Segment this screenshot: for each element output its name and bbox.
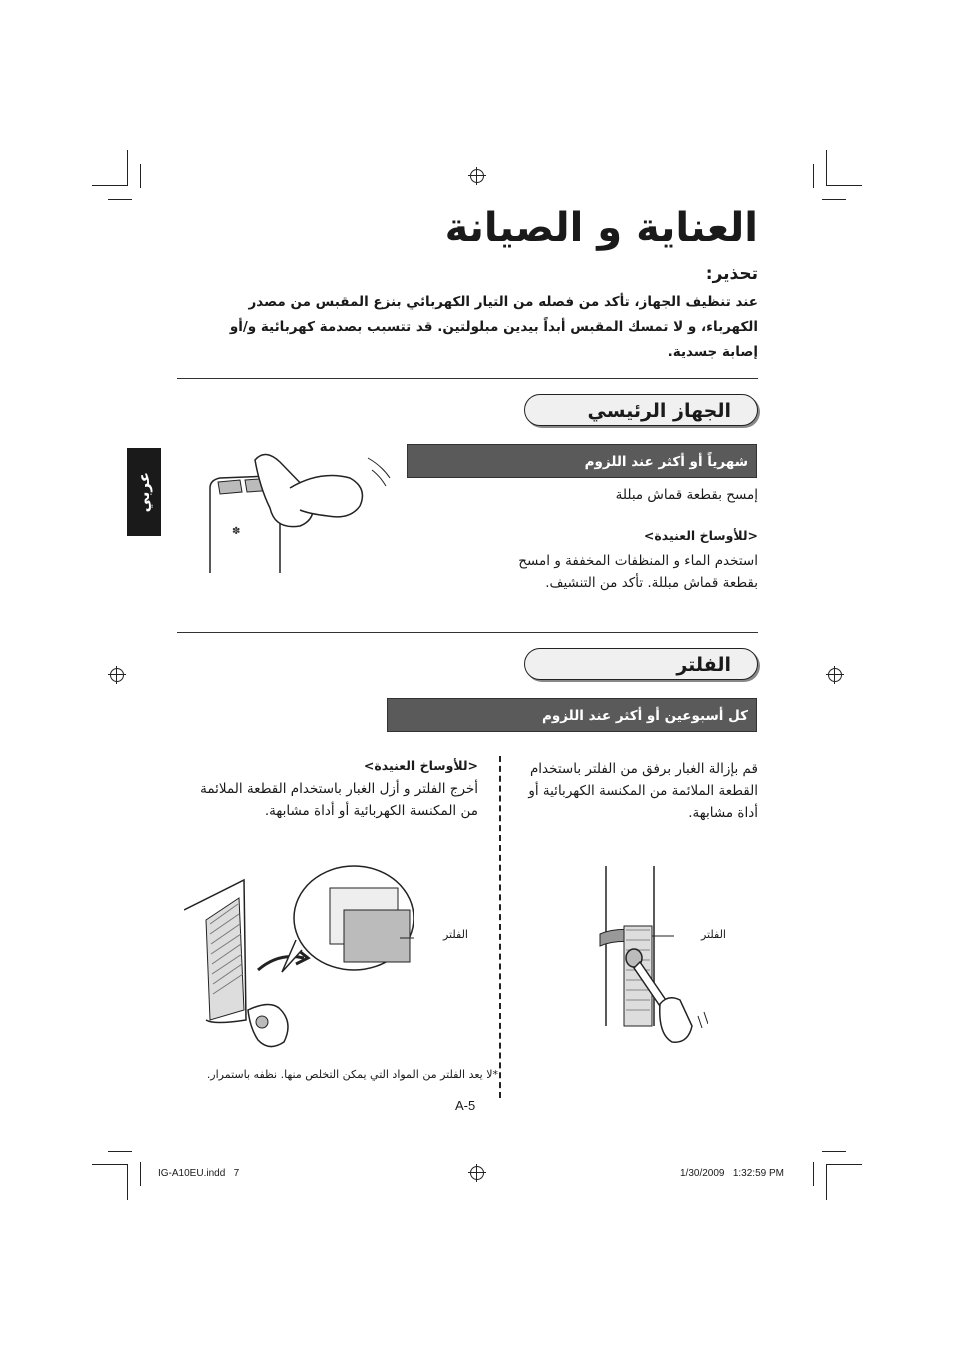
crop-mark (822, 199, 846, 200)
crop-mark (813, 1162, 814, 1186)
crop-mark (92, 185, 128, 186)
crop-mark (813, 164, 814, 188)
main-unit-section-title (524, 394, 758, 426)
filter-label-right: الفلتر (700, 928, 726, 941)
filter-title-text: الفلتر (676, 654, 731, 676)
registration-mark-icon (470, 1166, 484, 1180)
section-divider (177, 632, 758, 633)
registration-mark-icon (110, 668, 124, 682)
section-divider (177, 378, 758, 379)
filter-frequency: كل أسبوعين أو أكثر عند اللزوم (542, 708, 748, 724)
main-unit-frequency: شهرياً أو أكثر عند اللزوم (584, 454, 748, 470)
crop-mark (108, 1151, 132, 1152)
warning-heading: تحذير: (705, 264, 758, 284)
footer-file: IG-A10EU.indd 7 (158, 1168, 240, 1179)
filter-label-left: الفلتر (442, 928, 468, 941)
language-tab-label: عربي (135, 471, 153, 513)
filter-vacuum-text: قم بإزالة الغبار برفق من الفلتر باستخدام القطعة الملائمة من المكنسة الكهربائية أو أداة مشابهة. (528, 761, 758, 821)
footer-timestamp: 1/30/2009 1:32:59 PM (680, 1168, 784, 1179)
crop-mark (140, 1162, 141, 1186)
crop-mark (826, 150, 827, 186)
page-title: العناية و الصيانة (444, 205, 758, 251)
crop-mark (822, 1151, 846, 1152)
filter-remove-text: أخرج الفلتر و أزل الغبار باستخدام القطعة الملائمة من المكنسة الكهربائية أو أداة مشابهة. (200, 781, 478, 819)
crop-mark (826, 185, 862, 186)
filter-removal-illustration (184, 860, 414, 1050)
registration-mark-icon (828, 668, 842, 682)
filter-stains-heading: <للأوساخ العنيدة> (363, 758, 478, 773)
main-unit-stains-text: استخدم الماء و المنظفات المخففة و امسح بقطعة قماش مبللة. تأكد من التنشيف. (518, 553, 758, 591)
filter-frequency-bar (387, 698, 757, 732)
registration-mark-icon (470, 169, 484, 183)
svg-text:✽: ✽ (232, 526, 241, 537)
crop-mark (826, 1164, 827, 1200)
crop-mark (127, 150, 128, 186)
main-unit-wiping-illustration (200, 448, 400, 573)
language-tab (127, 448, 161, 536)
crop-mark (826, 1164, 862, 1165)
warning-text: عند تنظيف الجهاز، تأكد من فصله من التيار الكهربائي بنزع المقبس من مصدر الكهرباء، و لا تمسك المقبس أبداً بيدين مبلولتين. قد تتسبب بصدمة كهربائية و/أو إصابة جسدية. (229, 294, 758, 360)
filter-section-title (524, 648, 758, 680)
main-unit-title-text: الجهاز الرئيسي (587, 400, 731, 422)
main-unit-instruction: إمسح بقطعة قماش مبللة (615, 487, 758, 503)
crop-mark (92, 1164, 128, 1165)
column-divider (499, 756, 501, 1098)
crop-mark (140, 164, 141, 188)
filter-note: *لا يعد الفلتر من المواد التي يمكن التخلص منها. نظفه باستمرار. (206, 1068, 498, 1081)
main-unit-stains-heading: <للأوساخ العنيدة> (643, 528, 758, 543)
crop-mark (127, 1164, 128, 1200)
crop-mark (108, 199, 132, 200)
filter-vacuum-illustration (598, 866, 708, 1046)
page-number: A-5 (455, 1098, 476, 1113)
main-unit-frequency-bar (407, 444, 757, 478)
